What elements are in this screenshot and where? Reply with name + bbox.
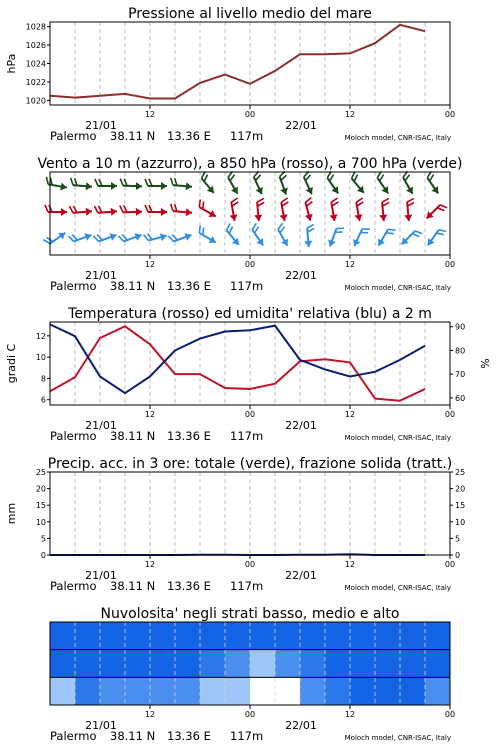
wind-barb-head xyxy=(304,241,312,248)
panel-4 xyxy=(5,456,465,593)
panel-2 xyxy=(37,156,462,293)
wind-barb xyxy=(195,199,220,220)
wind-barb xyxy=(351,225,370,250)
wind-barb-feather xyxy=(170,204,174,211)
cloud-cell xyxy=(400,622,426,650)
wind-barb xyxy=(43,227,67,249)
y-tick-label: 1026 xyxy=(25,41,46,51)
cloud-cell xyxy=(200,650,226,678)
wind-barb-head xyxy=(209,236,218,246)
location-alt: 117m xyxy=(230,729,264,743)
cloud-cell xyxy=(375,622,401,650)
cloud-cell xyxy=(150,650,176,678)
y-tick-label-right: 90 xyxy=(455,322,466,332)
y-axis-label-right: % xyxy=(479,358,492,369)
wind-barb-feather xyxy=(124,205,127,212)
wind-barb xyxy=(322,171,344,195)
cloud-cell xyxy=(375,677,401,705)
wind-barb xyxy=(299,171,318,196)
wind-barb-head xyxy=(111,182,117,190)
location-lat: 38.11 N xyxy=(110,279,156,293)
wind-barb xyxy=(45,205,67,216)
y-tick-label-right: 10 xyxy=(455,517,466,527)
location-lat: 38.11 N xyxy=(110,429,156,443)
y-tick-label: 5 xyxy=(40,534,46,544)
cloud-cell xyxy=(250,650,276,678)
wind-barb-head xyxy=(86,207,93,215)
date-label: 22/01 xyxy=(285,569,317,582)
cloud-cell xyxy=(300,622,326,650)
y-tick-label-right: 60 xyxy=(455,393,466,403)
cloud-cell xyxy=(275,622,301,650)
location-lon: 13.36 E xyxy=(167,279,211,293)
panel-title: Temperatura (rosso) ed umidita' relativa (blu) a 2 m xyxy=(68,306,432,322)
wind-barb-head xyxy=(281,239,291,248)
cloud-cell xyxy=(325,622,351,650)
wind-barb xyxy=(303,224,316,247)
wind-barb-feather xyxy=(388,227,396,233)
wind-barb-feather xyxy=(170,178,174,185)
cloud-cell xyxy=(250,622,276,650)
wind-barb-feather xyxy=(407,198,414,202)
wind-barb-head xyxy=(209,210,218,220)
wind-barb xyxy=(145,205,167,216)
cloud-cell xyxy=(425,677,451,705)
wind-barb xyxy=(120,179,142,191)
y-tick-label: 20 xyxy=(35,484,46,494)
panel-title: Vento a 10 m (azzurro), a 850 hPa (rosso), a 700 hPa (verde) xyxy=(37,156,463,172)
wind-barb-head xyxy=(84,231,92,241)
y-tick-label-right: 25 xyxy=(455,468,466,477)
y-tick-label: 12 xyxy=(35,331,46,341)
wind-barb xyxy=(69,204,92,217)
wind-barb-head xyxy=(375,239,385,248)
cloud-cell xyxy=(125,650,151,678)
x-tick-label: 12 xyxy=(144,110,156,119)
wind-barb xyxy=(253,198,266,221)
wind-barb-head xyxy=(136,182,142,190)
location-lon: 13.36 E xyxy=(167,129,211,143)
x-tick-label: 00 xyxy=(444,260,456,269)
cloud-cell xyxy=(100,622,126,650)
wind-barb xyxy=(227,198,242,222)
y-tick-label: 15 xyxy=(35,501,46,511)
x-tick-label: 12 xyxy=(344,710,356,719)
cloud-cell xyxy=(350,650,376,678)
wind-barb-feather xyxy=(145,205,148,212)
cloud-cell xyxy=(75,677,101,705)
cloud-cell xyxy=(300,650,326,678)
y-tick-label-right: 0 xyxy=(455,551,461,560)
wind-barb-head xyxy=(136,208,142,216)
location-lat: 38.11 N xyxy=(110,129,156,143)
cloud-cell xyxy=(75,650,101,678)
wind-barb xyxy=(352,198,367,222)
cloud-cell xyxy=(350,677,376,705)
panel-5 xyxy=(50,606,455,743)
cloud-cell xyxy=(400,677,426,705)
wind-barb xyxy=(223,171,244,196)
model-credit: Moloch model, CNR-ISAC, Italy xyxy=(344,434,451,442)
y-axis-label: hPa xyxy=(5,53,18,74)
wind-barb-feather xyxy=(231,198,238,202)
date-label: 21/01 xyxy=(85,719,117,732)
wind-barb-head xyxy=(61,208,67,216)
wind-barb xyxy=(144,229,168,245)
y-tick-label-right: 15 xyxy=(455,501,466,511)
location-alt: 117m xyxy=(230,579,264,593)
wind-barb-head xyxy=(404,215,412,222)
wind-barb-head xyxy=(134,231,142,241)
location-alt: 117m xyxy=(230,279,264,293)
cloud-cell xyxy=(425,650,451,678)
x-tick-label: 00 xyxy=(244,410,256,419)
panel-title: Nuvolosita' negli strati basso, medio e alto xyxy=(100,606,400,622)
x-tick-label: 00 xyxy=(244,260,256,269)
x-tick-label: 12 xyxy=(344,560,356,569)
x-tick-label: 00 xyxy=(444,110,456,119)
wind-barb-feather xyxy=(45,205,48,212)
location-lon: 13.36 E xyxy=(167,579,211,593)
y-tick-label: 0 xyxy=(40,551,46,560)
wind-barb-head xyxy=(379,215,387,222)
cloud-cell xyxy=(175,650,201,678)
wind-barb-head xyxy=(231,187,241,196)
y-tick-label-right: 80 xyxy=(455,346,466,356)
location-city: Palermo xyxy=(50,729,97,743)
wind-barb-feather xyxy=(336,226,344,231)
wind-barb-head xyxy=(254,215,262,222)
wind-barb xyxy=(273,223,294,248)
wind-barb-feather xyxy=(307,224,314,228)
wind-barb xyxy=(45,177,69,192)
cloud-cell xyxy=(50,677,76,705)
wind-barb xyxy=(378,198,391,221)
cloud-cell xyxy=(300,677,326,705)
wind-barb-head xyxy=(161,208,167,216)
y-tick-label-right: 5 xyxy=(455,534,461,544)
x-tick-label: 12 xyxy=(144,410,156,419)
wind-barb xyxy=(372,171,394,195)
wind-barb-feather xyxy=(382,198,389,202)
model-credit: Moloch model, CNR-ISAC, Italy xyxy=(344,134,451,142)
x-tick-label: 12 xyxy=(344,410,356,419)
wind-barb xyxy=(425,225,447,249)
wind-barb xyxy=(94,204,117,217)
wind-barb xyxy=(249,171,268,196)
cloud-cell xyxy=(50,650,76,678)
cloud-cell xyxy=(225,677,251,705)
cloud-cell xyxy=(125,677,151,705)
y-tick-label: 8 xyxy=(40,374,46,384)
wind-barb xyxy=(301,198,317,222)
cloud-cell xyxy=(400,650,426,678)
wind-barb xyxy=(120,205,142,217)
wind-barb-head xyxy=(256,187,266,196)
cloud-cell xyxy=(125,622,151,650)
x-tick-label: 00 xyxy=(444,710,456,719)
location-city: Palermo xyxy=(50,579,97,593)
wind-barb-feather xyxy=(45,177,49,184)
wind-barb xyxy=(70,178,93,191)
wind-barb-head xyxy=(184,231,192,241)
cloud-cell xyxy=(175,622,201,650)
wind-barb-feather xyxy=(331,198,338,202)
cloud-cell xyxy=(100,650,126,678)
x-tick-label: 12 xyxy=(344,260,356,269)
x-tick-label: 00 xyxy=(244,110,256,119)
location-lon: 13.36 E xyxy=(167,729,211,743)
wind-barb xyxy=(277,198,292,222)
wind-barb xyxy=(168,228,192,246)
cloud-cell xyxy=(325,677,351,705)
x-tick-label: 12 xyxy=(344,110,356,119)
wind-barb xyxy=(424,200,447,223)
wind-barb-head xyxy=(326,239,336,247)
wind-barb-head xyxy=(111,207,118,215)
wind-barb-feather xyxy=(69,206,73,213)
wind-barb xyxy=(375,225,396,250)
y-tick-label: 1024 xyxy=(25,59,46,69)
wind-barb-head xyxy=(351,239,361,248)
cloud-cell xyxy=(175,677,201,705)
panel-title: Pressione al livello medio del mare xyxy=(128,6,372,22)
wind-barb-feather xyxy=(99,179,102,186)
cloud-cell xyxy=(250,677,276,705)
wind-barb-head xyxy=(186,182,193,190)
x-tick-label: 00 xyxy=(244,710,256,719)
panel-title: Precip. acc. in 3 ore: totale (verde), frazione solida (tratt.) xyxy=(47,456,453,472)
cloud-cell xyxy=(425,622,451,650)
location-lon: 13.36 E xyxy=(167,429,211,443)
y-tick-label: 6 xyxy=(40,395,46,405)
location-city: Palermo xyxy=(50,129,97,143)
wind-barb-feather xyxy=(439,227,446,233)
wind-barb xyxy=(118,228,142,246)
wind-barb-head xyxy=(161,182,167,190)
y-tick-label: 25 xyxy=(35,468,46,477)
y-tick-label-right: 70 xyxy=(455,370,466,380)
cloud-cell xyxy=(100,677,126,705)
wind-barb xyxy=(398,171,419,196)
wind-barb xyxy=(195,225,220,246)
wind-barb-feather xyxy=(362,226,370,232)
cloud-cell xyxy=(75,622,101,650)
y-axis-label: mm xyxy=(5,502,18,525)
panel-1 xyxy=(5,6,455,143)
y-tick-label: 1028 xyxy=(25,22,46,32)
wind-barb-feather xyxy=(257,198,264,202)
wind-barb-feather xyxy=(197,199,203,207)
location-lat: 38.11 N xyxy=(110,729,156,743)
wind-barb-feather xyxy=(145,179,148,186)
wind-barb-head xyxy=(306,187,316,196)
date-label: 22/01 xyxy=(285,119,317,132)
x-tick-label: 12 xyxy=(144,260,156,269)
cloud-cell xyxy=(225,622,251,650)
wind-barb-feather xyxy=(94,206,98,213)
wind-barb xyxy=(145,179,167,190)
wind-barb xyxy=(170,178,193,191)
y-tick-label: 1020 xyxy=(25,96,46,106)
wind-barb-feather xyxy=(197,225,203,233)
cloud-cell xyxy=(200,677,226,705)
cloud-cell xyxy=(50,622,76,650)
wind-barb-head xyxy=(406,187,416,196)
wind-barb xyxy=(327,198,342,222)
wind-barb xyxy=(247,223,269,247)
y-tick-label: 10 xyxy=(35,353,46,363)
wind-barb-feather xyxy=(95,179,98,186)
wind-barb-feather xyxy=(149,179,152,186)
cloud-cell xyxy=(275,650,301,678)
wind-barb xyxy=(170,204,193,217)
cloud-cell xyxy=(150,622,176,650)
panel-3 xyxy=(5,306,492,443)
cloud-cell xyxy=(375,650,401,678)
date-label: 21/01 xyxy=(85,569,117,582)
y-axis-label: gradi C xyxy=(5,343,18,384)
y-tick-label: 10 xyxy=(35,517,46,527)
x-tick-label: 12 xyxy=(144,560,156,569)
wind-barb-feather xyxy=(120,179,123,186)
x-tick-label: 00 xyxy=(444,560,456,569)
wind-barb xyxy=(95,179,117,190)
wind-barb xyxy=(422,171,444,195)
location-alt: 117m xyxy=(230,129,264,143)
cloud-cell xyxy=(200,622,226,650)
location-city: Palermo xyxy=(50,279,97,293)
wind-barb-feather xyxy=(149,205,152,212)
series-line-temperature xyxy=(50,326,425,400)
wind-barb-head xyxy=(86,182,93,190)
wind-barb-head xyxy=(280,187,290,195)
location-city: Palermo xyxy=(50,429,97,443)
x-tick-label: 12 xyxy=(144,710,156,719)
wind-barb xyxy=(93,228,117,246)
wind-barb-head xyxy=(186,208,193,216)
wind-barb xyxy=(403,198,416,221)
wind-barb-feather xyxy=(70,178,74,185)
y-tick-label-right: 20 xyxy=(455,484,466,494)
y-tick-label: 1022 xyxy=(25,77,46,87)
date-label: 22/01 xyxy=(285,719,317,732)
wind-barb-feather xyxy=(120,205,123,212)
series-line-pressure xyxy=(50,25,425,99)
wind-barb-feather xyxy=(281,198,288,202)
model-credit: Moloch model, CNR-ISAC, Italy xyxy=(344,284,451,292)
date-label: 21/01 xyxy=(85,269,117,282)
date-label: 22/01 xyxy=(285,419,317,432)
cloud-cell xyxy=(225,650,251,678)
model-credit: Moloch model, CNR-ISAC, Italy xyxy=(344,734,451,742)
date-label: 21/01 xyxy=(85,419,117,432)
cloud-cell xyxy=(150,677,176,705)
wind-barb xyxy=(326,224,344,248)
wind-barb xyxy=(68,228,92,246)
wind-barb xyxy=(275,171,293,195)
cloud-cell xyxy=(275,677,301,705)
cloud-cell xyxy=(350,622,376,650)
wind-barb-head xyxy=(109,231,117,241)
x-tick-label: 00 xyxy=(244,560,256,569)
wind-barb xyxy=(399,226,422,249)
location-lat: 38.11 N xyxy=(110,579,156,593)
location-alt: 117m xyxy=(230,429,264,443)
cloud-cell xyxy=(325,650,351,678)
date-label: 21/01 xyxy=(85,119,117,132)
date-label: 22/01 xyxy=(285,269,317,282)
wind-barb-feather xyxy=(356,198,363,202)
model-credit: Moloch model, CNR-ISAC, Italy xyxy=(344,584,451,592)
x-tick-label: 00 xyxy=(444,410,456,419)
